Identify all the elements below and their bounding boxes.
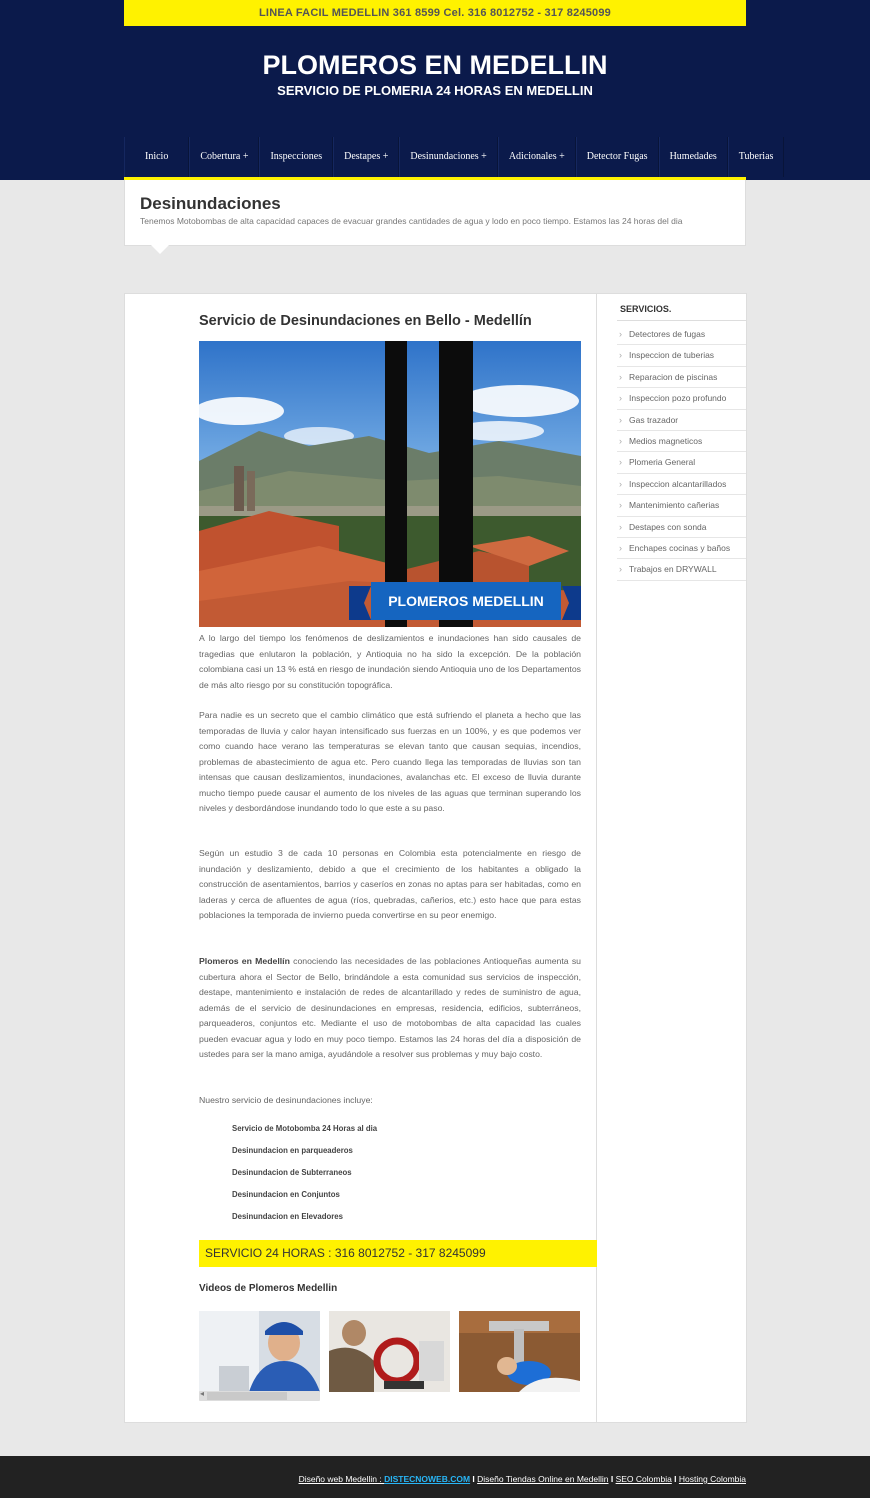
sidebar-item[interactable] [617, 559, 746, 580]
site-title[interactable]: PLOMEROS EN MEDELLIN [262, 50, 608, 80]
footer-separator: I [608, 1474, 616, 1484]
article-title: Servicio de Desinundaciones en Bello - Medellín [199, 313, 532, 329]
nav-item-desinundaciones[interactable]: Desinundaciones + [399, 137, 497, 177]
hero-banner-text: PLOMEROS MEDELLIN [388, 593, 544, 609]
phone-bar: LINEA FACIL MEDELLIN 361 8599 Cel. 316 8012752 - 317 8245099 [124, 0, 746, 26]
paragraph-4 [199, 954, 581, 1063]
sidebar-item-label: Plomeria General [629, 457, 696, 468]
nav-item-adicionales[interactable]: Adicionales + [498, 137, 576, 177]
paragraph-2: Para nadie es un secreto que el cambio climático que está sufriendo el planeta a hecho que las temporadas de lluvia y calor hayan intensificado sus fuerzas en un 100%, y es que podemos ver como cuando hace verano las temperaturas se elevan tanto que causan sequias, incendios, problemas de abastecimiento de agua etc. Pero cuando llega las temporadas de lluvias son tan intensas que causan deslizamientos, inundaciones, avalanchas etc. El exceso de lluvia durante mucho tiempo puede causar el aumento de los niveles de las aguas que terminan superando los niveles y desbordándose inundando todo lo que este a su paso. [199, 710, 581, 813]
service-phone-bar: SERVICIO 24 HORAS : 316 8012752 - 317 8245099 [199, 1240, 597, 1267]
sidebar-item-label: Detectores de fugas [629, 329, 706, 339]
hero-image [199, 341, 581, 627]
video-thumbnail-1[interactable] [199, 1311, 320, 1392]
footer-link-stores[interactable]: Diseño Tiendas Online en Medellin [477, 1474, 609, 1484]
nav-item-destapes[interactable]: Destapes + [333, 137, 399, 177]
sidebar-item-label: Reparacion de piscinas [629, 371, 718, 382]
sidebar-title: SERVICIOS. [620, 304, 672, 314]
list-item: Desinundacion en Conjuntos [232, 1190, 340, 1199]
sidebar-title-divider [617, 320, 746, 321]
chevron-right-icon: › [619, 521, 622, 532]
list-item: Desinundacion en parqueaderos [232, 1146, 353, 1155]
footer-brand: DISTECNOWEB.COM [384, 1474, 471, 1484]
paragraph-1: A lo largo del tiempo los fenómenos de deslizamientos e inundaciones han sido causales de tragedias que enlutaron la población, y Antioquia no ha sido la excepción. De la población colombiana casi un 13 % está en riesgo de inundación siendo Antioquia uno de los Departamentos de más alto riesgo por su constitución topográfica. [199, 633, 581, 690]
chevron-right-icon: › [619, 500, 622, 511]
chevron-right-icon: › [619, 457, 622, 468]
sidebar-item-label: Gas trazador [629, 414, 679, 425]
paragraph-5: Nuestro servicio de desinundaciones incluye: [199, 1095, 373, 1105]
paragraph-4-text: conociendo las necesidades de las poblaciones Antioqueñas aumenta su cubertura ahora el Sector de Bello, brindándole a esta comunidad sus servicios de inspección, destape, mantenimiento e instalación de redes de alcantarillado y redes de suministro de agua, además de el servicio de desinundaciones en empresas, residencia, edificios, subterráneos, parqueaderos, conjuntos etc. Mediante el uso de motobombas de alta capacidad las cuales pueden evacuar agua y lodo en muy poco tiempo. Estamos las 24 horas del día a disposición de ustedes para ser la mano amiga, ayudándole a resolver sus problemas y muy bajo costo. [199, 956, 581, 1059]
video-thumbnail-2[interactable] [329, 1311, 450, 1392]
sidebar-item[interactable] [617, 452, 746, 473]
scroll-left-icon[interactable]: ◂ [200, 1389, 205, 1398]
thumbnail-scrollbar[interactable] [199, 1391, 320, 1401]
scrollbar-thumb[interactable] [207, 1392, 287, 1400]
footer-separator: I [470, 1474, 478, 1484]
chevron-right-icon: › [619, 329, 622, 339]
footer-link-hosting[interactable]: Hosting Colombia [678, 1474, 746, 1484]
footer-link-design[interactable] [299, 1474, 470, 1484]
sidebar [597, 293, 747, 1423]
chevron-right-icon: › [619, 371, 622, 382]
sidebar-item[interactable] [617, 538, 746, 559]
sidebar-item-label: Trabajos en DRYWALL [629, 564, 717, 575]
nav-item-detector-fugas[interactable]: Detector Fugas [576, 137, 659, 177]
page-title: Desinundaciones [140, 194, 281, 213]
footer-separator: I [671, 1474, 679, 1484]
nav-item-inicio[interactable]: Inicio [124, 137, 189, 177]
sidebar-item-label: Mantenimiento cañerias [629, 500, 720, 511]
page-header-pointer [151, 245, 169, 254]
main-nav [124, 137, 774, 177]
sidebar-item-label: Medios magneticos [629, 435, 703, 446]
sidebar-item-label: Destapes con sonda [629, 521, 707, 532]
sidebar-item[interactable] [617, 345, 746, 366]
chevron-right-icon: › [619, 542, 622, 553]
sidebar-item[interactable] [617, 367, 746, 388]
main-content [124, 293, 597, 1423]
sidebar-list [617, 324, 746, 581]
sidebar-item-label: Inspeccion pozo profundo [629, 393, 727, 404]
chevron-right-icon: › [619, 414, 622, 425]
chevron-right-icon: › [619, 350, 622, 361]
page-description: Tenemos Motobombas de alta capacidad capaces de evacuar grandes cantidades de agua y lodo en poco tiempo. Estamos las 24 horas del dia [140, 216, 683, 226]
nav-item-humedades[interactable]: Humedades [659, 137, 728, 177]
sidebar-item[interactable] [617, 431, 746, 452]
chevron-right-icon: › [619, 435, 622, 446]
sidebar-item-label: Inspeccion de tuberias [629, 350, 715, 361]
site-subtitle: SERVICIO DE PLOMERIA 24 HORAS EN MEDELLIN [277, 83, 593, 98]
footer [0, 1456, 870, 1498]
nav-item-inspecciones[interactable]: Inspecciones [259, 137, 333, 177]
sidebar-item-label: Inspeccion alcantarillados [629, 478, 727, 489]
video-thumbnail-3[interactable] [459, 1311, 580, 1392]
footer-links [299, 1474, 746, 1484]
chevron-right-icon: › [619, 564, 622, 575]
sidebar-item[interactable] [617, 410, 746, 431]
paragraph-3: Según un estudio 3 de cada 10 personas en Colombia esta potencialmente en riesgo de inundación y deslizamiento, debido a que el crecimiento de los habitantes a obligado la construcción de asentamientos, barrios y caseríos en zonas no aptas para ser habitadas, como en laderas y cerca de afluentes de agua (ríos, quebradas, cañerios, etc.) esto hace que para estas poblaciones la temporada de invierno pueda convertirse en su peor enemigo. [199, 848, 581, 920]
nav-item-tuberias[interactable]: Tuberias [728, 137, 785, 177]
sidebar-item[interactable] [617, 495, 746, 516]
sidebar-item[interactable] [617, 517, 746, 538]
list-item: Desinundacion de Subterraneos [232, 1168, 352, 1177]
paragraph-4-bold: Plomeros en Medellín [199, 956, 290, 966]
nav-item-cobertura[interactable]: Cobertura + [189, 137, 259, 177]
sidebar-item-label: Enchapes cocinas y baños [629, 542, 731, 553]
page-header-box [124, 180, 746, 246]
footer-link-design-prefix: Diseño web Medellin : [298, 1474, 385, 1484]
chevron-right-icon: › [619, 478, 622, 489]
service-list [232, 1118, 377, 1228]
list-item: Desinundacion en Elevadores [232, 1212, 343, 1221]
sidebar-item[interactable] [617, 474, 746, 495]
list-item: Servicio de Motobomba 24 Horas al dia [232, 1124, 378, 1133]
sidebar-item[interactable] [617, 388, 746, 409]
sidebar-item[interactable] [617, 324, 746, 345]
chevron-right-icon: › [619, 393, 622, 404]
videos-title: Videos de Plomeros Medellin [199, 1283, 338, 1294]
footer-link-seo[interactable]: SEO Colombia [615, 1474, 672, 1484]
